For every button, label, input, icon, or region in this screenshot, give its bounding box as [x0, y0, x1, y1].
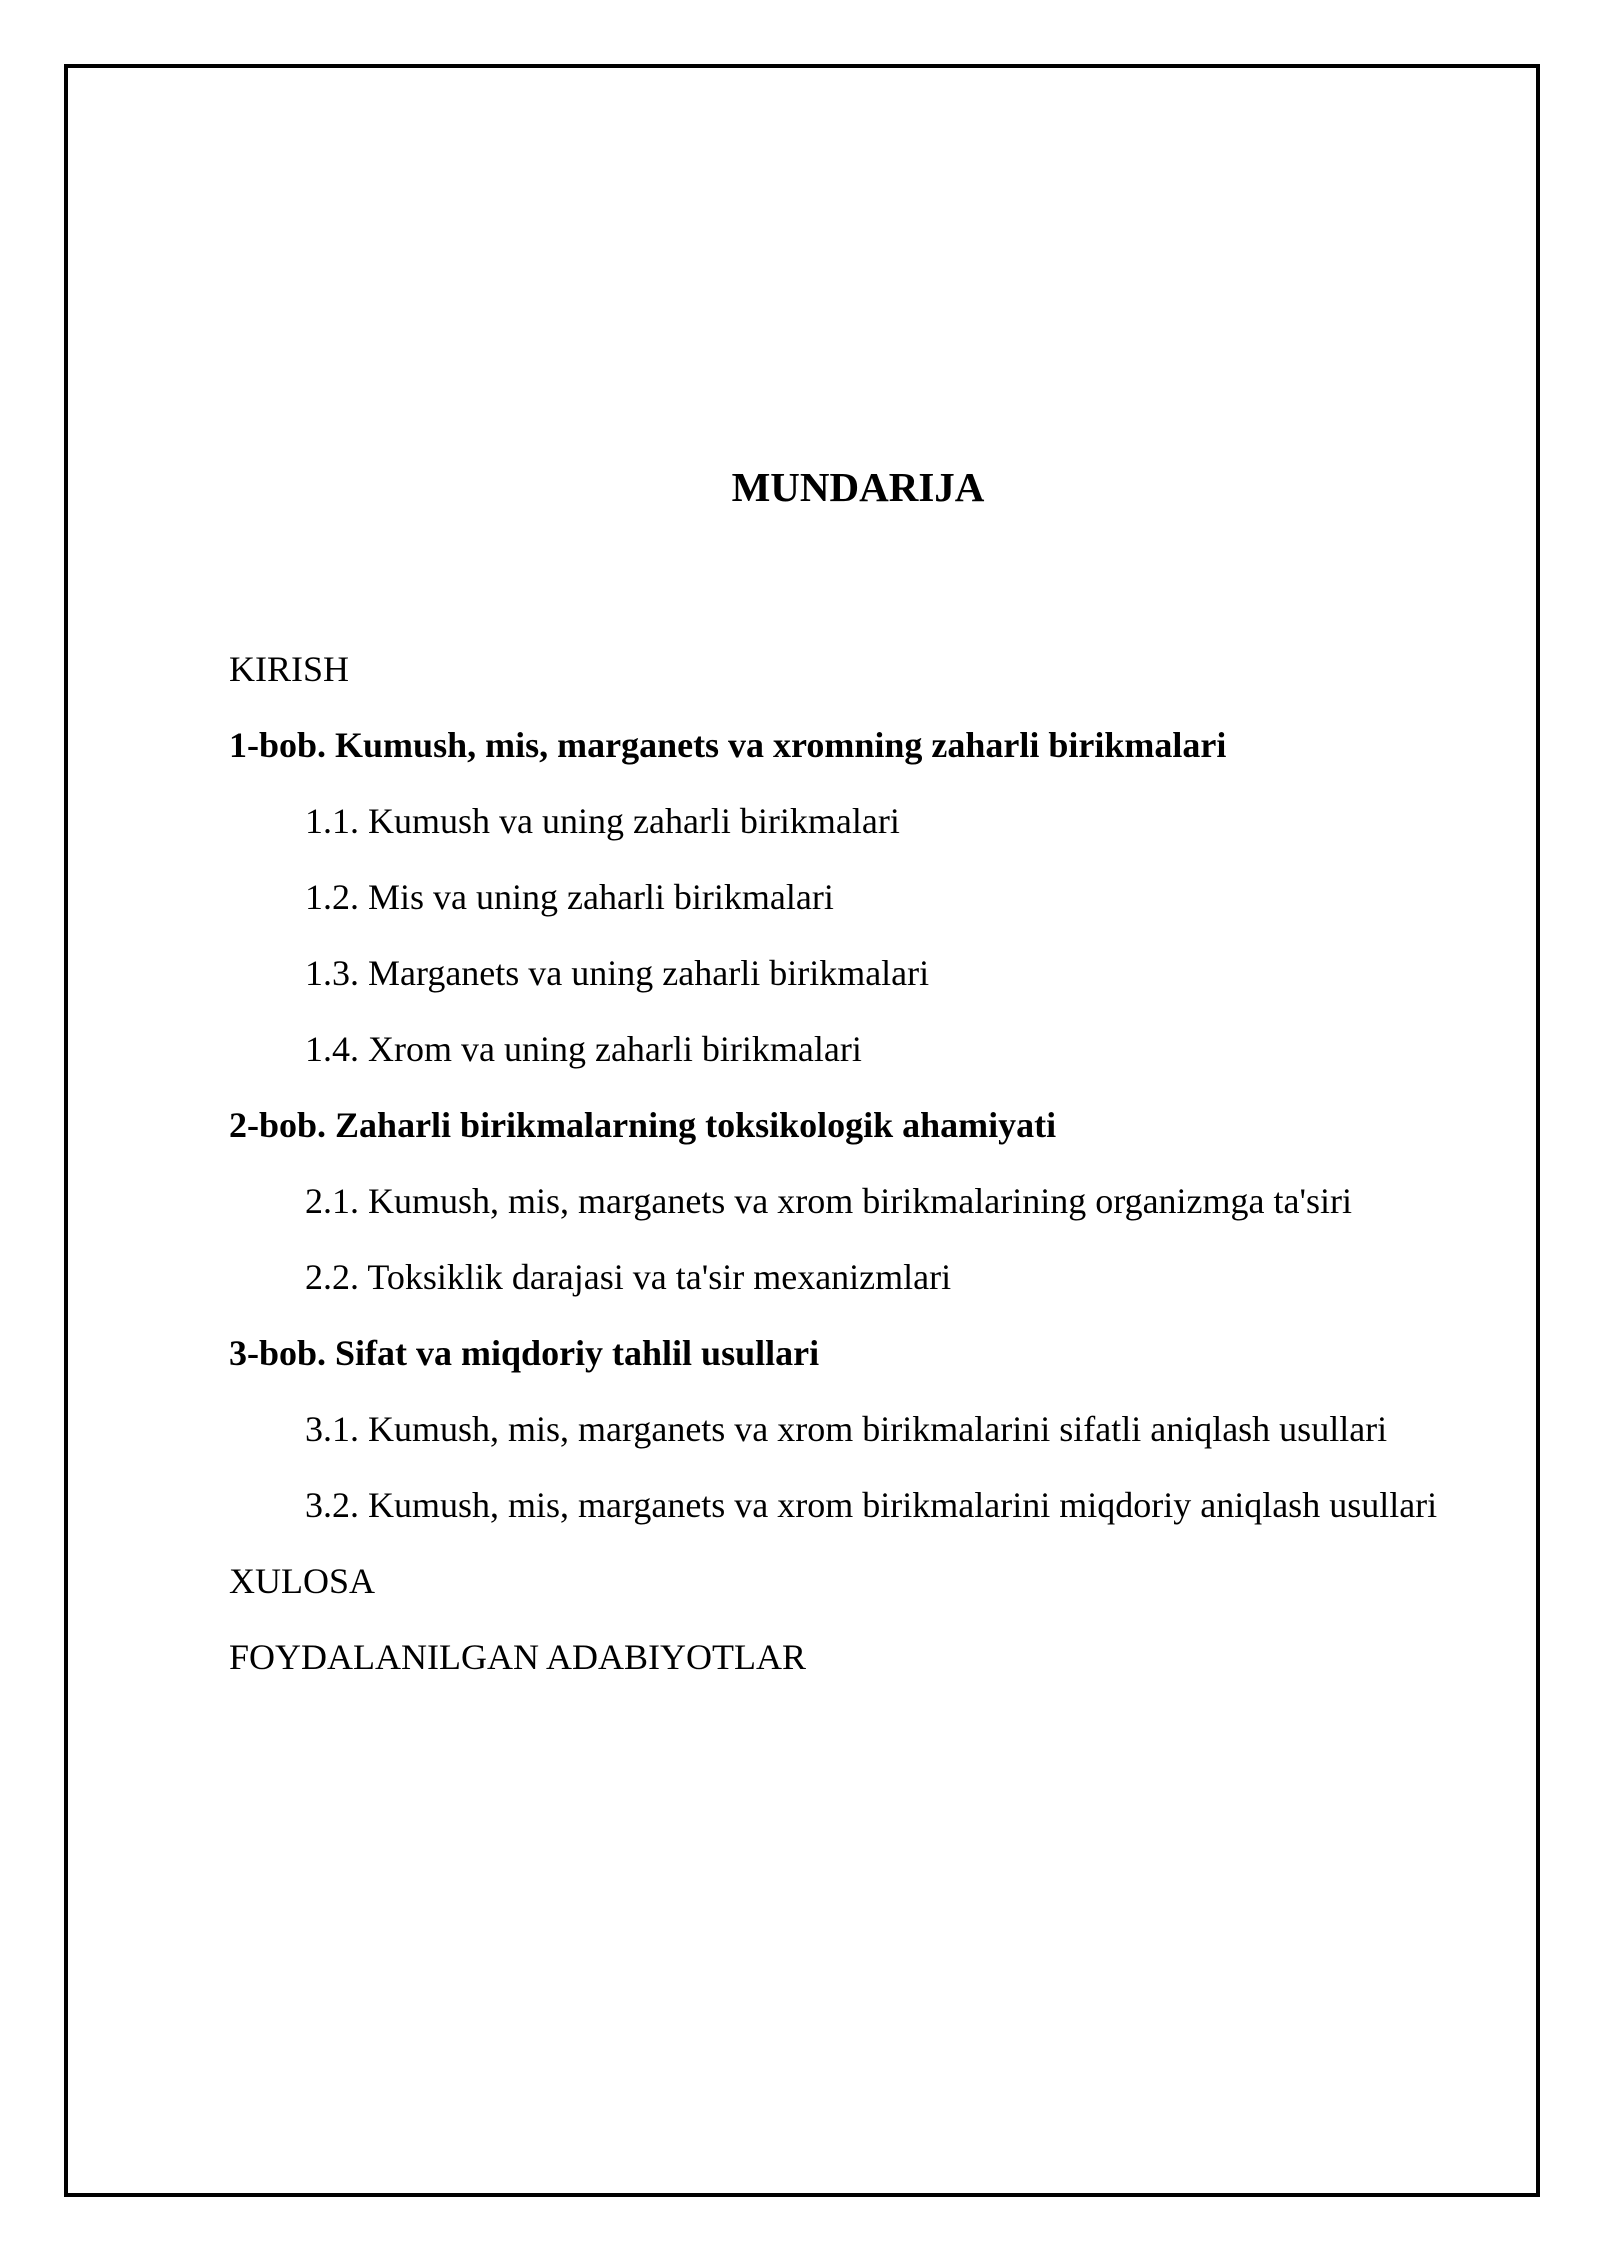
- toc-section-1-1[interactable]: 1.1. Kumush va uning zaharli birikmalari: [305, 801, 900, 841]
- toc-item-references[interactable]: FOYDALANILGAN ADABIYOTLAR: [229, 1637, 806, 1677]
- table-of-contents: [229, 637, 1459, 1701]
- toc-chapter-1[interactable]: 1-bob. Kumush, mis, marganets va xromning zaharli birikmalari: [229, 725, 1227, 765]
- page-title: MUNDARIJA: [731, 464, 985, 510]
- toc-section-1-3[interactable]: 1.3. Marganets va uning zaharli birikmalari: [305, 953, 930, 993]
- toc-section-2-1[interactable]: 2.1. Kumush, mis, marganets va xrom birikmalarining organizmga ta'siri: [305, 1181, 1352, 1221]
- toc-item-kirish[interactable]: KIRISH: [229, 649, 350, 689]
- toc-section-1-2[interactable]: 1.2. Mis va uning zaharli birikmalari: [305, 877, 834, 917]
- toc-section-2-2[interactable]: 2.2. Toksiklik darajasi va ta'sir mexanizmlari: [305, 1257, 952, 1297]
- toc-chapter-3[interactable]: 3-bob. Sifat va miqdoriy tahlil usullari: [229, 1333, 820, 1373]
- toc-section-3-1[interactable]: 3.1. Kumush, mis, marganets va xrom birikmalarini sifatli aniqlash usullari: [305, 1409, 1388, 1449]
- toc-section-1-4[interactable]: 1.4. Xrom va uning zaharli birikmalari: [305, 1029, 862, 1069]
- toc-section-3-2[interactable]: 3.2. Kumush, mis, marganets va xrom birikmalarini miqdoriy aniqlash usullari: [305, 1485, 1438, 1525]
- toc-chapter-2[interactable]: 2-bob. Zaharli birikmalarning toksikologik ahamiyati: [229, 1105, 1057, 1145]
- toc-item-xulosa[interactable]: XULOSA: [229, 1561, 376, 1601]
